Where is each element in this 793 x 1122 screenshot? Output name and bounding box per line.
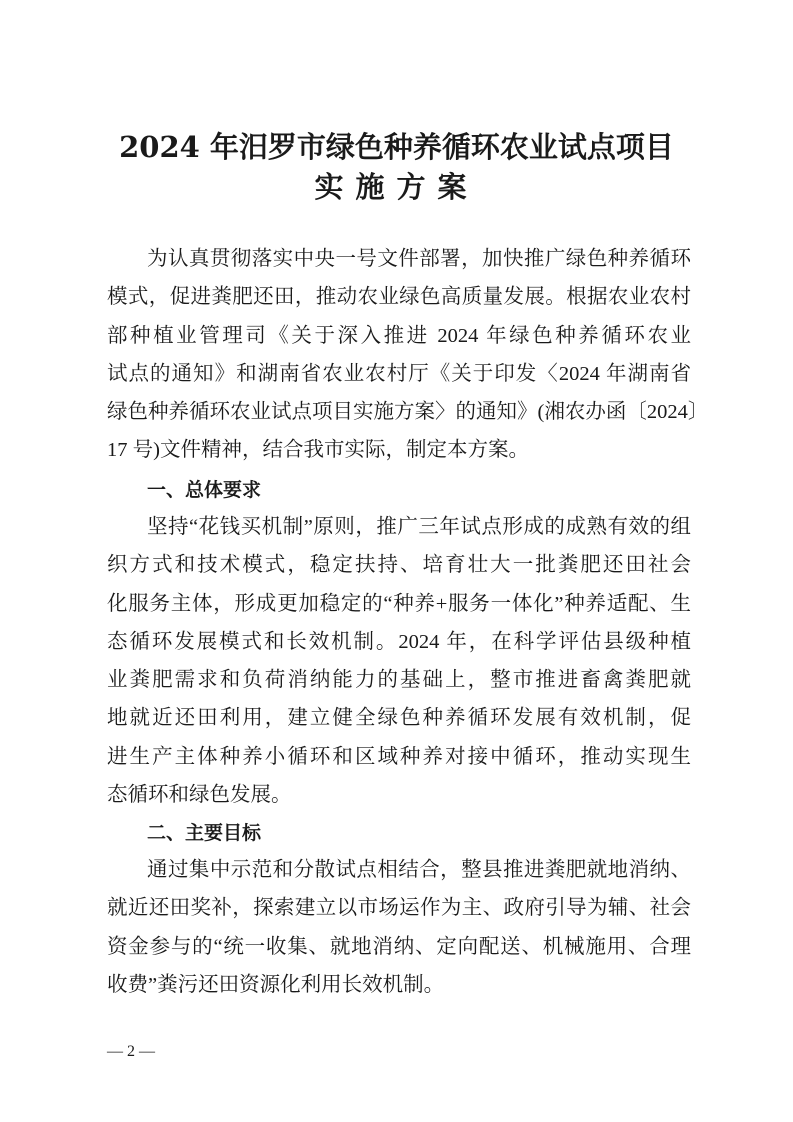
page-number: — 2 —: [107, 1043, 155, 1060]
text-line: 部种植业管理司《关于深入推进 2024 年绿色种养循环农业: [107, 324, 691, 347]
text-line: 态循环和绿色发展。: [107, 784, 292, 807]
text-line: 收费”粪污还田资源化利用长效机制。: [107, 973, 445, 996]
document-title-line1: 2024 年汨罗市绿色种养循环农业试点项目: [119, 130, 674, 164]
section1-paragraph: [107, 508, 691, 814]
text-line: 为认真贯彻落实中央一号文件部署，加快推广绿色种养循环: [147, 248, 691, 270]
text-line: 地就近还田利用，建立健全绿色种养循环发展有效机制，促: [107, 707, 691, 730]
text-line: 绿色种养循环农业试点项目实施方案〉的通知》(湘农办函〔2024〕: [107, 401, 709, 424]
text-line: 坚持“花钱买机制”原则，推广三年试点形成的成熟有效的组: [147, 516, 691, 538]
document-title-line2: 实施方案: [314, 170, 479, 204]
section2-paragraph: [107, 851, 691, 1004]
text-line: 进生产主体种养小循环和区域种养对接中循环，推动实现生: [107, 745, 691, 768]
text-line: 试点的通知》和湖南省农业农村厅《关于印发〈2024 年湖南省: [107, 362, 691, 385]
text-line: 就近还田奖补，探索建立以市场运作为主、政府引导为辅、社会: [107, 897, 691, 920]
text-line: 资金参与的“统一收集、就地消纳、定向配送、机械施用、合理: [107, 935, 691, 958]
text-line: 模式，促进粪肥还田，推动农业绿色高质量发展。根据农业农村: [107, 286, 691, 309]
text-line: 通过集中示范和分散试点相结合，整县推进粪肥就地消纳、: [147, 859, 691, 881]
text-line: 17 号)文件精神，结合我市实际，制定本方案。: [107, 439, 529, 462]
section2-heading: 二、主要目标: [147, 822, 262, 844]
text-line: 织方式和技术模式，稳定扶持、培育壮大一批粪肥还田社会: [107, 554, 691, 577]
text-line: 化服务主体，形成更加稳定的“种养+服务一体化”种养适配、生: [107, 592, 691, 615]
text-line: 态循环发展模式和长效机制。2024 年，在科学评估县级种植: [107, 630, 691, 653]
intro-paragraph: [107, 240, 709, 470]
text-line: 业粪肥需求和负荷消纳能力的基础上，整市推进畜禽粪肥就: [107, 669, 691, 692]
section1-heading: 一、总体要求: [147, 479, 262, 501]
